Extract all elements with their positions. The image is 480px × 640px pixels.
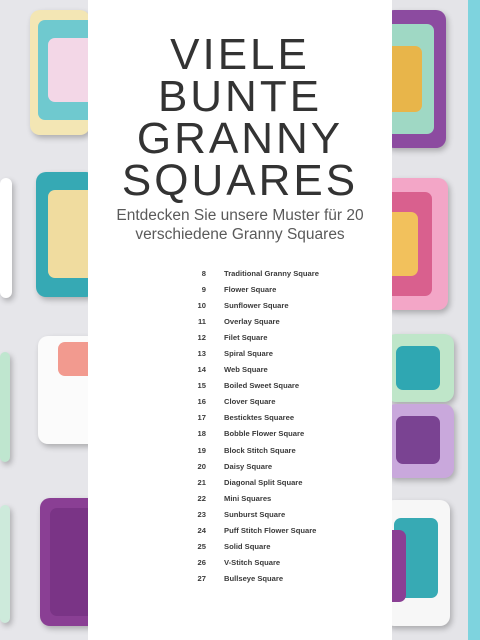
toc-entry (170, 506, 390, 522)
crochet-square-cream (30, 10, 88, 135)
toc-pattern-name: Sunburst Square (224, 509, 286, 519)
toc-pattern-name: Mini Squares (224, 493, 272, 503)
toc-entry (170, 539, 390, 555)
toc-page-number: 21 (197, 477, 206, 487)
toc-entry (170, 442, 390, 458)
crochet-square-teal (36, 172, 88, 297)
subtitle-line: Entdecken Sie unsere Muster für 20 (116, 207, 364, 224)
table-of-contents (170, 265, 390, 587)
toc-entry (170, 378, 390, 394)
crochet-square-white (0, 178, 12, 298)
toc-pattern-name: Block Stitch Square (224, 445, 296, 455)
toc-pattern-name: Filet Square (224, 332, 268, 342)
toc-page-number: 14 (197, 365, 206, 375)
content-panel (88, 0, 392, 640)
toc-entry (170, 426, 390, 442)
toc-pattern-name: V-Stitch Square (224, 558, 281, 568)
toc-pattern-name: Overlay Square (224, 316, 280, 326)
toc-page-number: 27 (197, 574, 206, 584)
photo-strip-left (0, 0, 88, 640)
toc-entry (170, 410, 390, 426)
teal-edge-strip (468, 0, 480, 640)
toc-page-number: 12 (197, 332, 206, 342)
crochet-square-white-teal (392, 500, 450, 626)
crochet-square-mint (0, 352, 10, 462)
toc-page-number: 23 (197, 509, 206, 519)
crochet-square-purple (40, 498, 88, 626)
toc-entry (170, 345, 390, 361)
toc-page-number: 18 (197, 429, 206, 439)
toc-page-number: 10 (197, 300, 206, 310)
toc-pattern-name: Diagonal Split Square (224, 477, 303, 487)
toc-page-number: 11 (197, 316, 206, 326)
toc-entry (170, 329, 390, 345)
toc-entry (170, 313, 390, 329)
toc-entry (170, 297, 390, 313)
toc-pattern-name: Bullseye Square (224, 574, 284, 584)
toc-entry (170, 281, 390, 297)
page-title (88, 30, 392, 205)
photo-strip-right (392, 0, 480, 640)
toc-entry (170, 523, 390, 539)
crochet-square-violet (392, 10, 446, 148)
crochet-square-lilac (392, 404, 454, 478)
subtitle (98, 206, 382, 244)
toc-entry (170, 458, 390, 474)
toc-pattern-name: Besticktes Squaree (224, 413, 295, 423)
crochet-square-white-coral (38, 336, 88, 444)
toc-page-number: 16 (197, 397, 206, 407)
toc-entry (170, 394, 390, 410)
toc-entry (170, 474, 390, 490)
toc-pattern-name: Flower Square (224, 284, 277, 294)
toc-page-number: 25 (197, 542, 206, 552)
toc-page-number: 22 (197, 493, 206, 503)
toc-page-number: 19 (197, 445, 206, 455)
toc-page-number: 15 (197, 381, 206, 391)
toc-pattern-name: Boiled Sweet Square (224, 381, 300, 391)
title-line: BUNTE (157, 72, 323, 121)
title-line: GRANNY (136, 114, 344, 163)
toc-pattern-name: Sunflower Square (224, 300, 289, 310)
title-line: VIELE (170, 30, 310, 79)
toc-entry (170, 571, 390, 587)
crochet-square-mint-teal (392, 334, 454, 402)
toc-page-number: 17 (197, 413, 206, 423)
toc-page-number: 8 (201, 268, 206, 278)
crochet-square-mint-bottom (0, 505, 10, 623)
toc-page-number: 20 (197, 461, 206, 471)
toc-page-number: 9 (201, 284, 206, 294)
toc-entry (170, 555, 390, 571)
toc-pattern-name: Clover Square (224, 397, 276, 407)
toc-pattern-name: Traditional Granny Square (224, 268, 319, 278)
toc-page-number: 26 (197, 558, 206, 568)
toc-pattern-name: Web Square (224, 365, 268, 375)
toc-pattern-name: Daisy Square (224, 461, 273, 471)
toc-entry (170, 362, 390, 378)
crochet-square-pink (392, 178, 448, 310)
toc-pattern-name: Spiral Square (224, 349, 273, 359)
toc-page-number: 24 (197, 526, 206, 536)
toc-pattern-name: Puff Stitch Flower Square (224, 526, 317, 536)
toc-page-number: 13 (197, 349, 206, 359)
toc-pattern-name: Solid Square (224, 542, 271, 552)
title-line: SQUARES (121, 156, 359, 205)
subtitle-line: verschiedene Granny Squares (135, 226, 345, 243)
toc-entry (170, 490, 390, 506)
toc-pattern-name: Bobble Flower Square (224, 429, 305, 439)
toc-entry (170, 265, 390, 281)
